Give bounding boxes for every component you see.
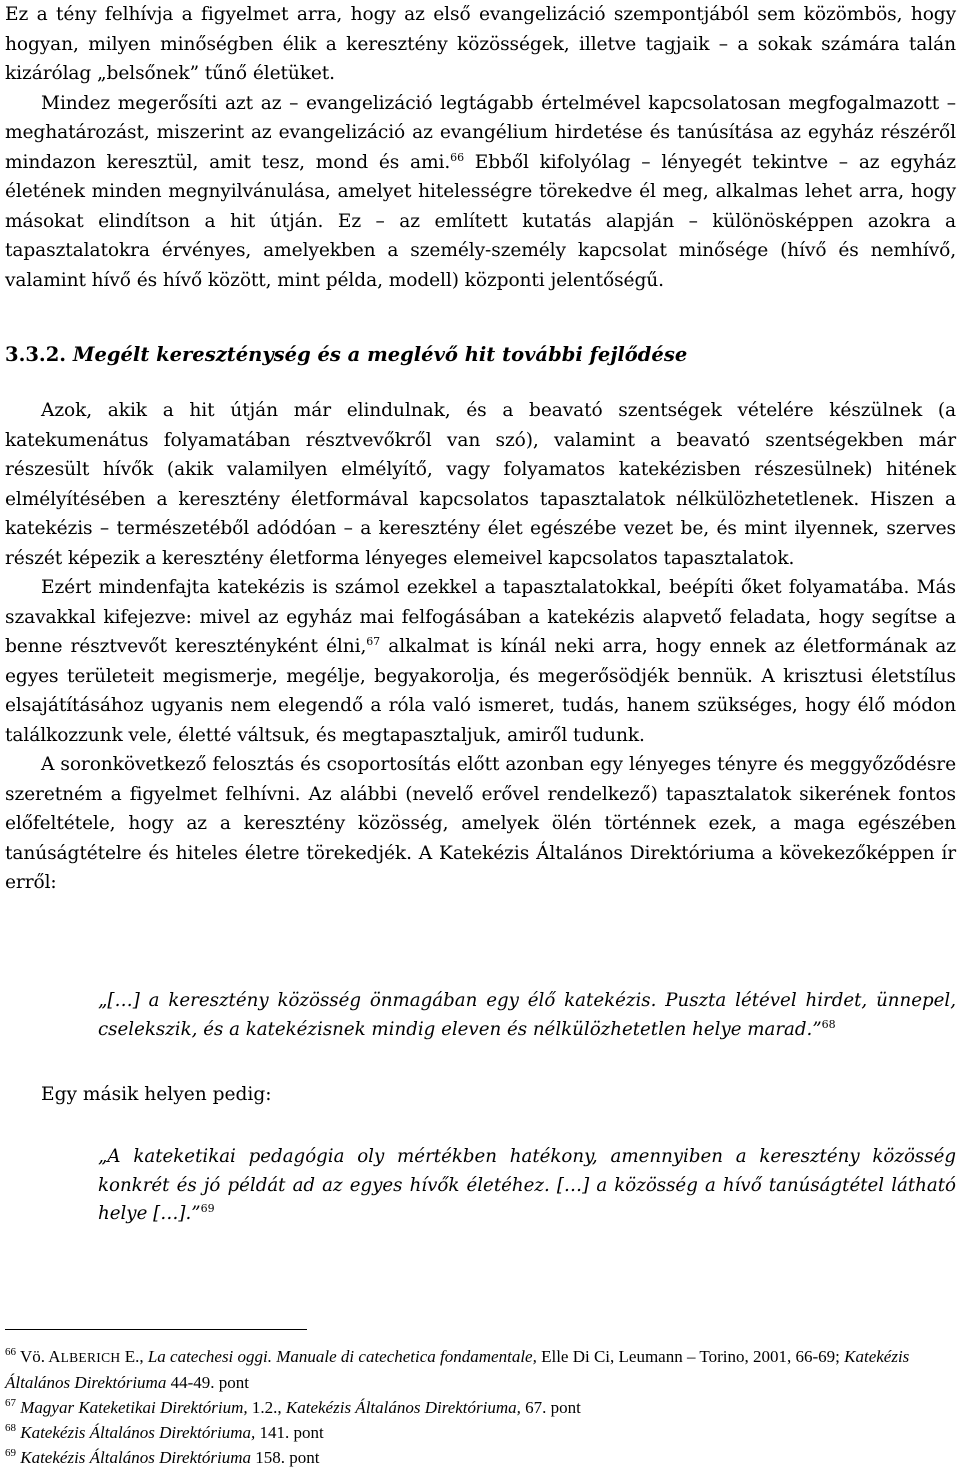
footnote-text: 1.2., bbox=[247, 1398, 286, 1417]
block-quote-1 bbox=[98, 987, 956, 1044]
footnote-title: La catechesi oggi. Manuale di catechetica fondamentale, bbox=[147, 1347, 537, 1366]
section-paragraph-2-text-a: Ezért mindenfajta katekézis is számol ezekkel a tapasztalatokkal, beépíti őket folyamatába. Más szavakkal kifejezve: mivel az egyház mai felfogásában a katekézis alapvető feladata, hogy segítse a benne résztvevőt keresztényként élni, bbox=[5, 577, 956, 657]
paragraph-2-text-b: Ebből kifolyólag – lényegét tekintve – az egyház életének minden megnyilvánulása, amelyet hitelességre törekedve él meg, alkalmas lehet arra, hogy másokat elindítson a hit útján. Ez – az említett kutatás alapján – különösképpen azokra a tapasztalatokra érvényes, amelyekben a személy-személy kapcsolat minősége (hívő és nemhívő, valamint hívő és hívő között, mint példa, modell) központi jelentőségű. bbox=[5, 151, 956, 291]
footnote-66 bbox=[5, 1344, 956, 1395]
section-number: 3.3.2. bbox=[5, 343, 67, 366]
footnote-number: 66 bbox=[5, 1345, 16, 1358]
footnote-divider bbox=[5, 1329, 307, 1330]
opening-paragraphs bbox=[5, 0, 956, 295]
footnote-author-smallcaps: LBERICH bbox=[60, 1350, 121, 1365]
footnote-text: 141. pont bbox=[255, 1423, 324, 1442]
footnote-number: 68 bbox=[5, 1421, 16, 1434]
section-paragraph-1: Azok, akik a hit útján már elindulnak, és a beavató szentségek vételére készülnek (a katekumenátus folyamatában résztvevőkről van szó), valamint a beavató szentségekben már részesült hívők (akik valamilyen elmélyítő, vagy folyamatos katekézisben részesülnek) hitének elmélyítésében a keresztény életformával kapcsolatos tapasztalatok nélkülözhetetlenek. Hiszen a katekézis – természetéből adódóan – a keresztény élet egészébe vezet be, és mint ilyennek, szerves részét képezik a keresztény életforma lényeges elemeivel kapcsolatos tapasztalatok. bbox=[5, 400, 956, 569]
section-heading bbox=[5, 340, 687, 370]
footnote-number: 69 bbox=[5, 1446, 16, 1459]
footnote-text: Elle Di Ci, Leumann – Torino, 2001, 66-69; bbox=[536, 1347, 845, 1366]
footnote-number: 67 bbox=[5, 1396, 16, 1409]
footnotes bbox=[5, 1344, 956, 1468]
quote-2-text: „A kateketikai pedagógia oly mértékben hatékony, amennyiben a keresztény közösség konkrét és jó példát ad az egyes hívők életéhez. […] a közösség a hívő tanúságtétel látható helye […].” bbox=[98, 1146, 956, 1224]
quote-intro: Egy másik helyen pedig: bbox=[41, 1084, 272, 1105]
section-paragraph-2-text-b: alkalmat is kínál neki arra, hogy ennek az életformának az egyes területeit megismerje, megélje, begyakorolja, és megerősödjék bennük. A krisztusi életstílus elsajátításához ugyanis nem elegendő a róla való ismeret, tudás, hanem szükséges, hogy élő módon találkozzunk vele, életté váltsuk, és megtapasztaljuk, amiről tudunk. bbox=[5, 636, 956, 746]
section-paragraphs bbox=[5, 396, 956, 898]
section-paragraph-3: A soronkövetkező felosztás és csoportosítás előtt azonban egy lényeges tényre és meggyőződésre szeretném a figyelmet felhívni. Az alábbi (nevelő erővel rendelkező) tapasztalatok sikerének fontos előfeltétele, hogy az a keresztény közösség, amelyek ölén történnek ezek, a maga egészében tanúságtételre és hiteles életre törekedjék. A Katekézis Általános Direktóriuma a kövekezőképpen ír erről: bbox=[5, 754, 956, 893]
footnote-ref-69[interactable]: 69 bbox=[200, 1201, 215, 1215]
footnote-67 bbox=[5, 1395, 956, 1420]
block-quote-2 bbox=[98, 1143, 956, 1229]
section-paragraph-2 bbox=[5, 573, 956, 750]
footnote-title: Katekézis Általános Direktóriuma bbox=[5, 1347, 910, 1392]
footnote-ref-67[interactable]: 67 bbox=[366, 634, 381, 648]
footnote-text: E., bbox=[120, 1347, 148, 1366]
footnote-ref-68[interactable]: 68 bbox=[821, 1017, 836, 1031]
paragraph-2 bbox=[5, 89, 956, 296]
footnote-68 bbox=[5, 1420, 956, 1445]
quote-1-text: „[…] a keresztény közösség önmagában egy élő katekézis. Puszta létével hirdet, ünnepel, cselekszik, és a katekézisnek mindig eleven és nélkülözhetetlen helye marad.” bbox=[98, 990, 956, 1040]
paragraph-1: Ez a tény felhívja a figyelmet arra, hogy az első evangelizáció szempontjából sem közömbös, hogy hogyan, milyen minőségben élik a keresztény közösségek, illetve tagjaik – a sokak számára talán kizárólag „belsőnek” tűnő életüket. bbox=[5, 4, 956, 84]
footnote-author: A bbox=[48, 1347, 61, 1366]
footnote-title: Magyar Kateketikai Direktórium, bbox=[16, 1398, 248, 1417]
footnote-text: 67. pont bbox=[520, 1398, 581, 1417]
footnote-text: 44-49. pont bbox=[166, 1373, 249, 1392]
footnote-text: 158. pont bbox=[251, 1448, 320, 1467]
footnote-69 bbox=[5, 1445, 956, 1468]
section-title: Megélt kereszténység és a meglévő hit további fejlődése bbox=[72, 343, 688, 366]
footnote-title: Katekézis Általános Direktóriuma, bbox=[16, 1423, 256, 1442]
footnote-title: Katekézis Általános Direktóriuma, bbox=[285, 1398, 521, 1417]
paragraph-2-text-a: Mindez megerősíti azt az – evangelizáció legtágabb értelmével kapcsolatosan megfogalmazott – meghatározást, miszerint az evangelizáció az evangélium hirdetése és tanúsítása az egyház részéről mindazon keresztül, amit tesz, mond és ami. bbox=[5, 92, 956, 173]
footnote-text: Vö. bbox=[16, 1347, 49, 1366]
footnote-title: Katekézis Általános Direktóriuma bbox=[16, 1448, 251, 1467]
footnote-ref-66[interactable]: 66 bbox=[450, 150, 464, 164]
